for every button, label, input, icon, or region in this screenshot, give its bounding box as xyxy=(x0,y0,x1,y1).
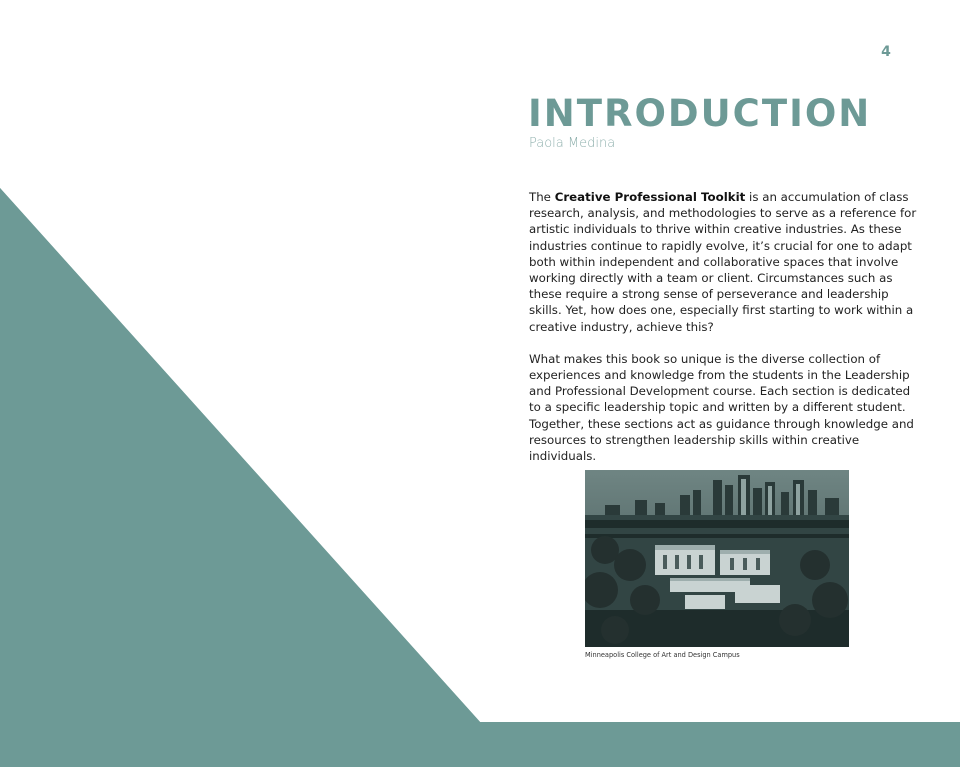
paragraph-intro-lead: The xyxy=(529,190,555,204)
page-number: 4 xyxy=(881,44,891,60)
page-title: INTRODUCTION xyxy=(528,92,872,135)
paragraph-unique: What makes this book so unique is the diverse collection of experiences and knowledge from the students in the Leadership and Professional Development course. Each section is dedicated to a specific leadership topic and written by a different student. Together, these sections act as guidance through knowledge and resources to strengthen leadership skills within creative individuals. xyxy=(529,351,914,464)
campus-photo xyxy=(585,470,849,647)
paragraph-intro-rest: is an accumulation of class research, analysis, and methodologies to serve as a reference for artistic individuals to thrive within creative industries. As these industries continue to rapidly evolve, it’s crucial for one to adapt both within independent and collaborative spaces that involve working directly with a team or client. Circumstances such as these require a strong sense of perseverance and leadership skills. Yet, how does one, especially first starting to work within a creative industry, achieve this? xyxy=(529,190,917,334)
author-name: Paola Medina xyxy=(529,136,616,151)
photo-caption: Minneapolis College of Art and Design Campus xyxy=(585,651,740,659)
body-text xyxy=(529,189,917,480)
teal-bottom-band xyxy=(0,722,960,767)
paragraph-intro xyxy=(529,189,917,335)
teal-triangle-edge xyxy=(0,188,481,723)
book-title-bold: Creative Professional Toolkit xyxy=(554,190,746,204)
